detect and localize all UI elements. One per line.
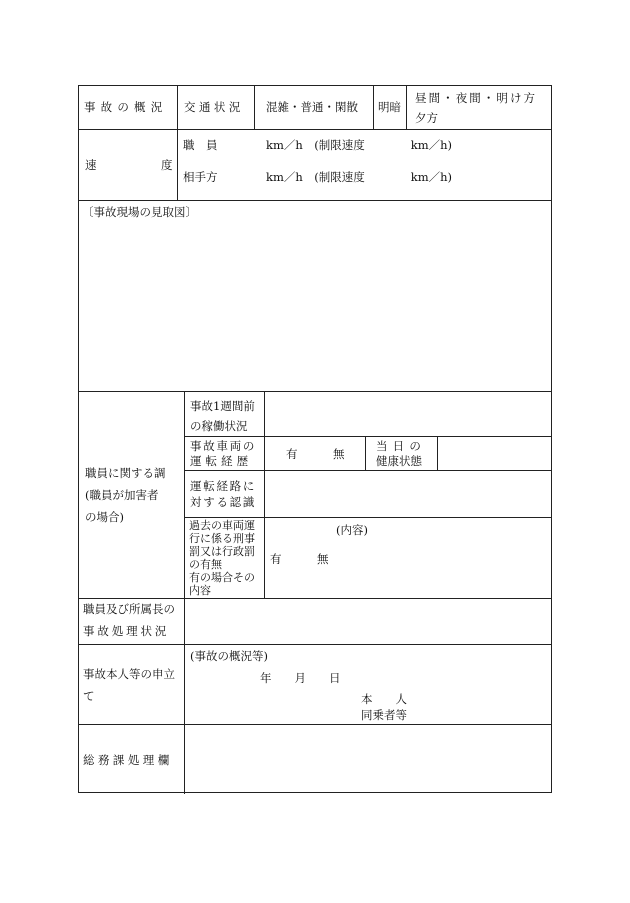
health-label: 健康状態 [376, 454, 422, 468]
column-divider [264, 391, 265, 598]
column-divider [365, 436, 366, 470]
staff-section-label: の場合) [85, 510, 124, 524]
penalty-label: の有無 [189, 558, 222, 571]
time-options-line2: 夕方 [415, 111, 438, 125]
operation-label: の稼働状況 [190, 419, 248, 433]
penalty-yes: 有 [270, 552, 282, 566]
staff-section-label: 職員に関する調 [85, 466, 166, 480]
sketch-label: 〔事故現場の見取図〕 [82, 205, 197, 219]
route-label: 運転経路に [190, 479, 257, 493]
health-label: 当日の [376, 439, 427, 453]
penalty-no: 無 [317, 552, 329, 566]
driving-history-label: 運転経歴 [190, 454, 253, 468]
column-divider [254, 86, 255, 129]
row-divider [184, 470, 551, 471]
statement-label: て [83, 689, 95, 703]
brightness-label: 明暗 [378, 100, 401, 114]
accident-summary-label: 事故の概況 [84, 100, 168, 114]
column-divider [437, 436, 438, 470]
statement-label: 事故本人等の申立 [83, 667, 175, 681]
penalty-contents: (内容) [336, 523, 368, 537]
driving-history-no: 無 [333, 447, 345, 461]
traffic-options: 混雑・普通・閑散 [266, 100, 358, 114]
speed-other-label: 相手方 [183, 170, 218, 184]
accident-report-form [78, 85, 552, 793]
penalty-label: 内容 [189, 584, 211, 597]
column-divider [177, 129, 178, 200]
column-divider [406, 86, 407, 129]
statement-principal: 本 人 [361, 692, 407, 706]
driving-history-label: 事故車両の [190, 439, 257, 453]
row-divider [79, 129, 551, 130]
column-divider [184, 391, 185, 794]
route-label: 対する認識 [190, 495, 257, 509]
row-divider [184, 436, 551, 437]
statement-passenger: 同乗者等 [361, 708, 407, 722]
processing-label: 事故処理状況 [83, 624, 170, 638]
penalty-label: 有の場合その [189, 571, 255, 584]
penalty-label: 過去の車両運 [189, 519, 255, 532]
column-divider [373, 86, 374, 129]
speed-label: 度 [161, 158, 173, 172]
penalty-label: 行に係る刑事 [189, 532, 255, 545]
row-divider [79, 644, 551, 645]
row-divider [79, 200, 551, 201]
traffic-label: 交通状況 [184, 100, 244, 114]
driving-history-yes: 有 [286, 447, 298, 461]
processing-label: 職員及び所属長の [83, 602, 175, 616]
row-divider [79, 391, 551, 392]
speed-staff-label: 職 員 [183, 138, 218, 152]
row-divider [79, 724, 551, 725]
staff-section-label: (職員が加害者 [85, 488, 159, 502]
penalty-label: 罰又は行政罰 [189, 545, 255, 558]
row-divider [184, 517, 551, 518]
row-divider [79, 598, 551, 599]
speed-label: 速 [85, 158, 97, 172]
statement-summary: (事故の概況等) [190, 649, 268, 663]
statement-date: 年 月 日 [260, 671, 341, 685]
speed-other-value: km／h (制限速度 km／h) [266, 170, 453, 184]
time-options-line1: 昼間・夜間・明け方 [415, 91, 538, 105]
column-divider [177, 86, 178, 129]
operation-label: 事故1週間前 [190, 399, 255, 413]
speed-staff-value: km／h (制限速度 km／h) [266, 138, 453, 152]
general-affairs-label: 総務課処理欄 [83, 753, 173, 767]
